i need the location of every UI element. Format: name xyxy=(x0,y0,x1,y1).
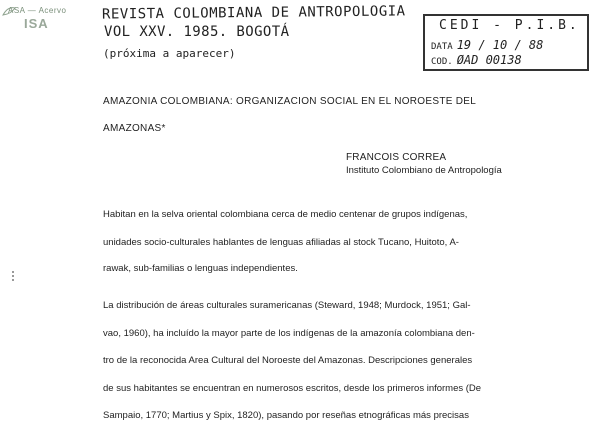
handwritten-journal-name: REVISTA COLOMBIANA DE ANTROPOLOGIA xyxy=(101,3,406,23)
article-author: FRANCOIS CORREA xyxy=(346,152,447,163)
stamp-date-label: DATA xyxy=(431,42,453,52)
author-institution: Instituto Colombiano de Antropología xyxy=(346,165,502,176)
paragraph-2-line: tro de la reconocida Area Cultural del Noroeste del Amazonas. Descripciones generales xyxy=(103,355,473,366)
acervo-isa-logo xyxy=(2,6,74,54)
stamp-code-value: ØAD 00138 xyxy=(456,53,522,67)
logo-name: ISA xyxy=(24,16,49,31)
handwritten-note: (próxima a aparecer) xyxy=(103,47,236,60)
stamp-title: CEDI - P.I.B. xyxy=(439,18,580,33)
stamp-date-row xyxy=(431,38,543,52)
article-title-line-1: AMAZONIA COLOMBIANA: ORGANIZACION SOCIAL EN EL NOROESTE DEL xyxy=(103,96,477,107)
archive-stamp xyxy=(423,14,589,71)
paragraph-2-line: Sampaio, 1770; Martius y Spix, 1820), pasando por reseñas etnográficas más precisas xyxy=(103,410,469,421)
paragraph-2-line: vao, 1960), ha incluído la mayor parte de los indígenas de la amazonía colombiana den- xyxy=(103,328,475,339)
stamp-code-label: COD. xyxy=(431,57,453,67)
paragraph-1-line: unidades socio-culturales hablantes de lenguas afiliadas al stock Tucano, Huitoto, A- xyxy=(103,237,459,248)
paragraph-1-line: rawak, sub-familias o lenguas independientes. xyxy=(103,263,298,274)
article-title-line-2: AMAZONAS* xyxy=(103,123,166,134)
paragraph-1-line: Habitan en la selva oriental colombiana cerca de medio centenar de grupos indígenas, xyxy=(103,209,468,220)
stamp-code-row xyxy=(431,53,522,67)
scan-margin-mark xyxy=(12,271,18,281)
handwritten-volume: VOL XXV. 1985. BOGOTÁ xyxy=(104,24,290,40)
logo-brand: ASA — Acervo xyxy=(8,6,67,15)
stamp-date-value: 19 / 10 / 88 xyxy=(456,38,544,52)
paragraph-2-line: de sus habitantes se encuentran en numerosos escritos, desde los primeros informes (De xyxy=(103,383,482,394)
paragraph-2-line: La distribución de áreas culturales suramericanas (Steward, 1948; Murdock, 1951; Gal- xyxy=(103,300,471,311)
